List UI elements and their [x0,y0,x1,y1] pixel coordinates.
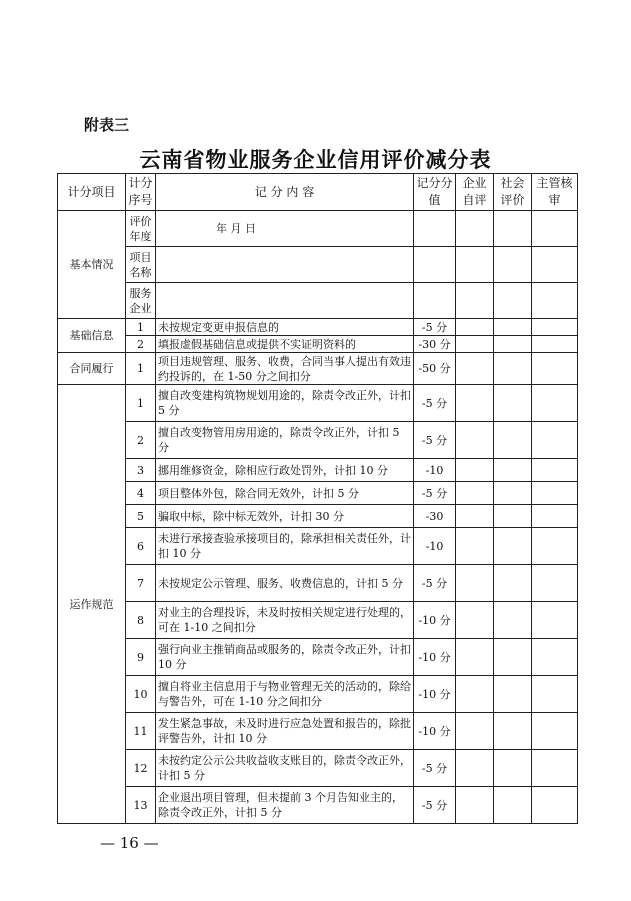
self-evaluation-cell[interactable] [456,482,494,505]
header-item: 计分项目 [58,174,126,211]
table-row [58,283,578,319]
authority-review-cell[interactable] [532,283,578,319]
self-evaluation-cell[interactable] [456,750,494,787]
table-row [58,482,578,505]
authority-review-cell[interactable] [532,639,578,676]
seq-cell: 1 [126,353,156,385]
seq-cell: 11 [126,713,156,750]
authority-review-cell[interactable] [532,385,578,422]
score-cell: -10 [414,528,456,565]
social-evaluation-cell[interactable] [494,211,532,247]
seq-cell: 3 [126,459,156,482]
table-row [58,211,578,247]
score-cell: -10 分 [414,639,456,676]
seq-cell: 9 [126,639,156,676]
table-row [58,565,578,602]
content-cell: 未按规定公示管理、服务、收费信息的，计扣 5 分 [156,565,414,602]
score-cell: -10 分 [414,713,456,750]
seq-cell: 7 [126,565,156,602]
seq-cell: 5 [126,505,156,528]
social-evaluation-cell[interactable] [494,283,532,319]
content-cell: 项目整体外包，除合同无效外，计扣 5 分 [156,482,414,505]
score-cell: -5 分 [414,787,456,824]
self-evaluation-cell[interactable] [456,602,494,639]
score-cell [414,247,456,283]
score-cell: -5 分 [414,385,456,422]
self-evaluation-cell[interactable] [456,385,494,422]
table-row [58,459,578,482]
authority-review-cell[interactable] [532,528,578,565]
authority-review-cell[interactable] [532,247,578,283]
social-evaluation-cell[interactable] [494,353,532,385]
score-cell: -5 分 [414,319,456,336]
authority-review-cell[interactable] [532,211,578,247]
table-row [58,385,578,422]
authority-review-cell[interactable] [532,565,578,602]
basic-info-value[interactable] [156,247,414,283]
score-cell: -5 分 [414,750,456,787]
content-cell: 骗取中标，除中标无效外，计扣 30 分 [156,505,414,528]
content-cell: 企业退出项目管理，但未提前 3 个月告知业主的，除责令改正外，计扣 5 分 [156,787,414,824]
social-evaluation-cell[interactable] [494,565,532,602]
basic-info-value[interactable] [156,283,414,319]
table-row [58,319,578,336]
table-row [58,353,578,385]
authority-review-cell[interactable] [532,713,578,750]
score-cell: -30 分 [414,336,456,353]
score-cell: -5 分 [414,422,456,459]
seq-cell: 1 [126,385,156,422]
score-cell: -10 [414,459,456,482]
social-evaluation-cell[interactable] [494,247,532,283]
social-evaluation-cell[interactable] [494,385,532,422]
self-evaluation-cell[interactable] [456,422,494,459]
social-evaluation-cell[interactable] [494,676,532,713]
table-row [58,750,578,787]
score-cell: -5 分 [414,565,456,602]
content-cell: 未按规定变更申报信息的 [156,319,414,336]
self-evaluation-cell[interactable] [456,211,494,247]
seq-cell: 8 [126,602,156,639]
content-cell: 发生紧急事故，未及时进行应急处置和报告的，除批评警告外，计扣 10 分 [156,713,414,750]
content-cell: 擅自改变建构筑物规划用途的，除责令改正外，计扣 5 分 [156,385,414,422]
authority-review-cell[interactable] [532,505,578,528]
score-cell: -5 分 [414,482,456,505]
page-title: 云南省物业服务企业信用评价减分表 [139,147,492,172]
authority-review-cell[interactable] [532,602,578,639]
content-cell: 强行向业主推销商品或服务的，除责令改正外，计扣 10 分 [156,639,414,676]
table-row [58,336,578,353]
social-evaluation-cell[interactable] [494,602,532,639]
seq-cell: 6 [126,528,156,565]
authority-review-cell[interactable] [532,422,578,459]
social-evaluation-cell[interactable] [494,750,532,787]
self-evaluation-cell[interactable] [456,505,494,528]
score-cell [414,211,456,247]
self-evaluation-cell[interactable] [456,319,494,336]
social-evaluation-cell[interactable] [494,528,532,565]
table-row [58,639,578,676]
social-evaluation-cell[interactable] [494,336,532,353]
seq-cell: 4 [126,482,156,505]
content-cell: 未按约定公示公共收益收支账目的，除责令改正外，计扣 5 分 [156,750,414,787]
page-number: — 16 — [100,834,159,852]
self-evaluation-cell[interactable] [456,459,494,482]
header-score: 记分分值 [414,174,456,211]
score-cell [414,283,456,319]
category-cell: 运作规范 [58,385,126,824]
self-evaluation-cell[interactable] [456,639,494,676]
score-cell: -30 [414,505,456,528]
score-cell: -10 分 [414,602,456,639]
header-seq: 计分序号 [126,174,156,211]
self-evaluation-cell[interactable] [456,565,494,602]
table-row [58,676,578,713]
content-cell: 挪用维修资金，除相应行政处罚外，计扣 10 分 [156,459,414,482]
seq-cell: 2 [126,336,156,353]
seq-cell: 2 [126,422,156,459]
content-cell: 项目违规管理、服务、收费，合同当事人提出有效违约投诉的，在 1-50 分之间扣分 [156,353,414,385]
basic-info-label: 项目名称 [126,247,156,283]
authority-review-cell[interactable] [532,482,578,505]
basic-info-label: 评价年度 [126,211,156,247]
self-evaluation-cell[interactable] [456,336,494,353]
basic-info-label: 服务企业 [126,283,156,319]
authority-review-cell[interactable] [532,787,578,824]
table-row [58,787,578,824]
self-evaluation-cell[interactable] [456,713,494,750]
seq-cell: 10 [126,676,156,713]
header-authority-review: 主管核审 [532,174,578,211]
social-evaluation-cell[interactable] [494,482,532,505]
authority-review-cell[interactable] [532,319,578,336]
score-cell: -10 分 [414,676,456,713]
category-cell: 基础信息 [58,319,126,353]
authority-review-cell[interactable] [532,459,578,482]
header-content: 记 分 内 容 [156,174,414,211]
table-row [58,422,578,459]
table-row [58,247,578,283]
header-row [58,174,578,211]
seq-cell: 12 [126,750,156,787]
content-cell: 填报虚假基础信息或提供不实证明资料的 [156,336,414,353]
social-evaluation-cell[interactable] [494,422,532,459]
authority-review-cell[interactable] [532,336,578,353]
social-evaluation-cell[interactable] [494,639,532,676]
seq-cell: 1 [126,319,156,336]
header-self-evaluation: 企业自评 [456,174,494,211]
table-row [58,602,578,639]
self-evaluation-cell[interactable] [456,787,494,824]
table-row [58,528,578,565]
social-evaluation-cell[interactable] [494,319,532,336]
basic-info-value: 年 月 日 [156,211,414,247]
content-cell: 擅自将业主信息用于与物业管理无关的活动的，除给与警告外，可在 1-10 分之间扣分 [156,676,414,713]
self-evaluation-cell[interactable] [456,528,494,565]
content-cell: 擅自改变物管用房用途的，除责令改正外，计扣 5 分 [156,422,414,459]
header-social-evaluation: 社会评价 [494,174,532,211]
content-cell: 对业主的合理投诉，未及时按相关规定进行处理的，可在 1-10 之间扣分 [156,602,414,639]
self-evaluation-cell[interactable] [456,283,494,319]
self-evaluation-cell[interactable] [456,676,494,713]
content-cell: 未进行承接查验承接项目的，除承担相关责任外，计扣 10 分 [156,528,414,565]
social-evaluation-cell[interactable] [494,505,532,528]
seq-cell: 13 [126,787,156,824]
category-cell: 基本情况 [58,211,126,319]
authority-review-cell[interactable] [532,676,578,713]
appendix-label: 附表三 [84,116,130,134]
deduction-table [57,173,578,824]
self-evaluation-cell[interactable] [456,247,494,283]
score-cell: -50 分 [414,353,456,385]
table-row [58,713,578,750]
social-evaluation-cell[interactable] [494,459,532,482]
social-evaluation-cell[interactable] [494,787,532,824]
authority-review-cell[interactable] [532,750,578,787]
table-row [58,505,578,528]
authority-review-cell[interactable] [532,353,578,385]
social-evaluation-cell[interactable] [494,713,532,750]
self-evaluation-cell[interactable] [456,353,494,385]
category-cell: 合同履行 [58,353,126,385]
